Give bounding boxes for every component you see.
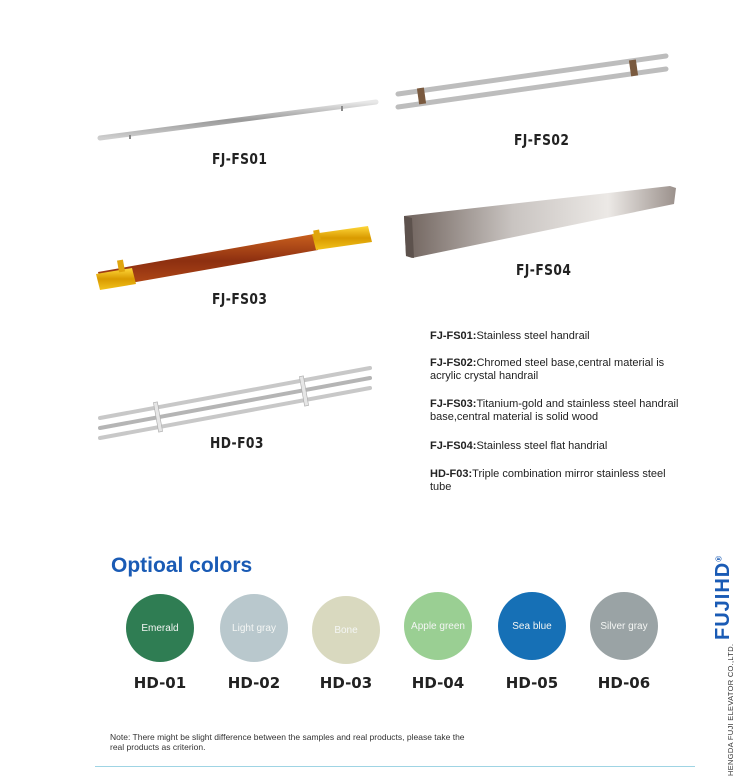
swatch-label: Light gray [232, 622, 276, 634]
description-text: Stainless steel handrail [476, 330, 590, 342]
product-code-fj-fs03: FJ-FS03 [212, 290, 268, 308]
color-swatch-emerald [126, 594, 194, 662]
product-code-fj-fs02: FJ-FS02 [514, 131, 570, 149]
description-text: Titanium-gold and stainless steel handrail base,central material is solid wood [430, 398, 679, 423]
description-fj-fs03 [430, 398, 680, 424]
color-swatch-bone [312, 596, 380, 664]
brand-logo-text: FUJIHD [712, 561, 734, 640]
section-title: Optioal colors [111, 554, 253, 577]
swatch-label: Emerald [141, 622, 179, 634]
swatch-code-hd-06: HD-06 [597, 674, 651, 692]
description-fj-fs01 [430, 330, 680, 343]
description-text: Chromed steel base,central material is acrylic crystal handrail [430, 357, 665, 382]
product-image-fj-fs03 [92, 224, 376, 294]
description-code: FJ-FS04: [430, 440, 477, 452]
description-code: FJ-FS02: [430, 357, 477, 369]
color-swatch-silver-gray [590, 592, 658, 660]
swatch-label: Apple green [411, 620, 465, 632]
swatch-label: Bone [334, 624, 358, 636]
description-hd-f03 [430, 468, 670, 494]
product-code-hd-f03: HD-F03 [210, 434, 264, 452]
swatch-code-hd-05: HD-05 [505, 674, 559, 692]
color-swatch-light-gray [220, 594, 288, 662]
swatch-code-hd-01: HD-01 [133, 674, 187, 692]
color-swatch-sea-blue [498, 592, 566, 660]
product-code-fj-fs04: FJ-FS04 [516, 261, 572, 279]
product-image-fj-fs04 [400, 182, 680, 264]
description-text: Triple combination mirror stainless steel tube [430, 468, 666, 493]
description-fj-fs04 [430, 440, 680, 453]
description-code: FJ-FS03: [430, 398, 477, 410]
description-fj-fs02 [430, 357, 680, 383]
product-image-fj-fs01 [96, 94, 382, 144]
brand-logo [712, 555, 735, 640]
swatch-code-hd-03: HD-03 [319, 674, 373, 692]
swatch-label: Sea blue [512, 620, 552, 632]
color-swatch-apple-green [404, 592, 472, 660]
description-code: FJ-FS01: [430, 330, 477, 342]
registered-mark: ® [714, 554, 724, 562]
description-code: HD-F03: [430, 468, 473, 480]
product-image-fj-fs02 [394, 50, 674, 112]
swatch-code-hd-04: HD-04 [411, 674, 465, 692]
swatch-code-hd-02: HD-02 [227, 674, 281, 692]
footnote: Note: There might be slight difference between the samples and real products, please take the real products as criterion. [110, 732, 465, 752]
divider [95, 766, 695, 767]
description-text: Stainless steel flat handrial [476, 440, 608, 452]
company-name: HENGDA FUJI ELEVATOR CO.,LTD. [726, 643, 735, 776]
product-code-fj-fs01: FJ-FS01 [212, 150, 268, 168]
swatch-label: Silver gray [600, 620, 648, 632]
